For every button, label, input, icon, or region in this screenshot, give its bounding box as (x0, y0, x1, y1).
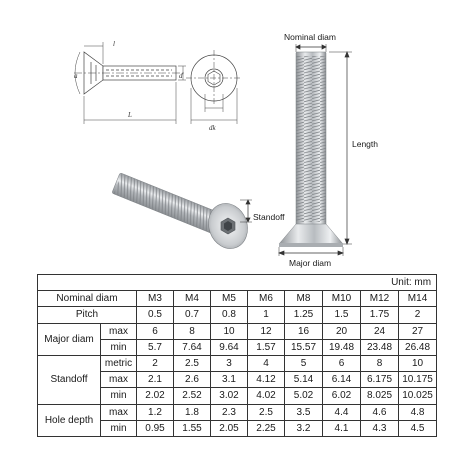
table-cell: 2 (137, 355, 174, 371)
table-cell: 2.5 (248, 404, 285, 420)
drawing-label-L: L (128, 111, 132, 119)
table-cell: 3.5 (285, 404, 323, 420)
table-cell: 8 (174, 323, 211, 339)
size-header: M14 (399, 291, 437, 307)
table-cell: 0.5 (137, 307, 174, 323)
drawing-label-a: a (74, 72, 78, 80)
diagonal-screw (112, 173, 222, 235)
drawing-label-dk: dk (209, 124, 216, 132)
table-cell: 0.8 (211, 307, 248, 323)
size-header: M12 (361, 291, 399, 307)
sub-label: min (101, 339, 137, 355)
standoff-label: Standoff (253, 212, 285, 222)
table-cell: 10 (399, 355, 437, 371)
diagonal-screw-head (202, 198, 253, 254)
sub-label: max (101, 404, 137, 420)
table-cell: 6 (137, 323, 174, 339)
size-header: M3 (137, 291, 174, 307)
table-cell: 1.75 (361, 307, 399, 323)
table-cell: 4 (248, 355, 285, 371)
major-diam-label: Major diam (289, 258, 332, 268)
sub-label: max (101, 323, 137, 339)
table-row-hole-depth-max (38, 404, 437, 420)
table-cell: 4.5 (399, 420, 437, 436)
table-cell: 2 (399, 307, 437, 323)
unit-label: Unit: mm (38, 275, 437, 291)
table-cell: 27 (399, 323, 437, 339)
size-header: M8 (285, 291, 323, 307)
spec-table-container (37, 274, 436, 437)
sub-label: min (101, 420, 137, 436)
table-cell: 3.1 (211, 372, 248, 388)
vertical-screw (279, 52, 343, 247)
table-cell: 3 (211, 355, 248, 371)
table-cell: 8 (361, 355, 399, 371)
row-label-major-diam: Major diam (38, 323, 101, 355)
table-cell: 0.7 (174, 307, 211, 323)
table-cell: 20 (323, 323, 361, 339)
table-cell: 5.14 (285, 372, 323, 388)
table-row-pitch (38, 307, 437, 323)
size-header: M5 (211, 291, 248, 307)
size-header: M10 (323, 291, 361, 307)
table-cell: 23.48 (361, 339, 399, 355)
table-cell: 1.5 (323, 307, 361, 323)
technical-drawing (74, 42, 242, 124)
table-cell: 1 (248, 307, 285, 323)
table-row-major-diam-max (38, 323, 437, 339)
table-cell: 7.64 (174, 339, 211, 355)
table-cell: 2.05 (211, 420, 248, 436)
header-nominal-diam: Nominal diam (38, 291, 137, 307)
table-cell: 6.14 (323, 372, 361, 388)
table-cell: 6.02 (323, 388, 361, 404)
table-cell: 2.25 (248, 420, 285, 436)
table-cell: 4.02 (248, 388, 285, 404)
sub-label: metric (101, 355, 137, 371)
drawing-label-l: l (113, 40, 115, 48)
table-cell: 26.48 (399, 339, 437, 355)
table-cell: 2.6 (174, 372, 211, 388)
spec-table (37, 274, 437, 437)
table-cell: 12 (248, 323, 285, 339)
table-cell: 1.25 (285, 307, 323, 323)
table-cell: 1.8 (174, 404, 211, 420)
row-label-pitch: Pitch (38, 307, 137, 323)
table-cell: 3.2 (285, 420, 323, 436)
table-cell: 2.02 (137, 388, 174, 404)
table-cell: 10.175 (399, 372, 437, 388)
table-cell: 19.48 (323, 339, 361, 355)
sub-label: max (101, 372, 137, 388)
table-cell: 1.55 (174, 420, 211, 436)
size-header: M6 (248, 291, 285, 307)
table-cell: 4.6 (361, 404, 399, 420)
table-cell: 8.025 (361, 388, 399, 404)
table-cell: 1.2 (137, 404, 174, 420)
table-cell: 4.12 (248, 372, 285, 388)
table-cell: 2.3 (211, 404, 248, 420)
size-header: M4 (174, 291, 211, 307)
sub-label: min (101, 388, 137, 404)
table-cell: 4.1 (323, 420, 361, 436)
table-cell: 0.95 (137, 420, 174, 436)
nominal-diam-label: Nominal diam (284, 32, 336, 42)
table-cell: 4.4 (323, 404, 361, 420)
table-cell: 2.5 (174, 355, 211, 371)
table-cell: 9.64 (211, 339, 248, 355)
drawing-label-d: d (179, 72, 183, 80)
table-cell: 5.7 (137, 339, 174, 355)
table-cell: 4.3 (361, 420, 399, 436)
header-row (38, 291, 437, 307)
unit-row (38, 275, 437, 291)
table-cell: 2.52 (174, 388, 211, 404)
table-cell: 24 (361, 323, 399, 339)
table-cell: 5.02 (285, 388, 323, 404)
row-label-hole-depth: Hole depth (38, 404, 101, 436)
table-cell: 16 (285, 323, 323, 339)
table-cell: 6 (323, 355, 361, 371)
length-label: Length (352, 139, 378, 149)
table-cell: 1.57 (248, 339, 285, 355)
table-cell: 3.02 (211, 388, 248, 404)
table-row-standoff-metric (38, 355, 437, 371)
table-cell: 10.025 (399, 388, 437, 404)
table-cell: 6.175 (361, 372, 399, 388)
table-cell: 4.8 (399, 404, 437, 420)
table-cell: 15.57 (285, 339, 323, 355)
table-cell: 2.1 (137, 372, 174, 388)
table-cell: 10 (211, 323, 248, 339)
table-cell: 5 (285, 355, 323, 371)
row-label-standoff: Standoff (38, 355, 101, 404)
